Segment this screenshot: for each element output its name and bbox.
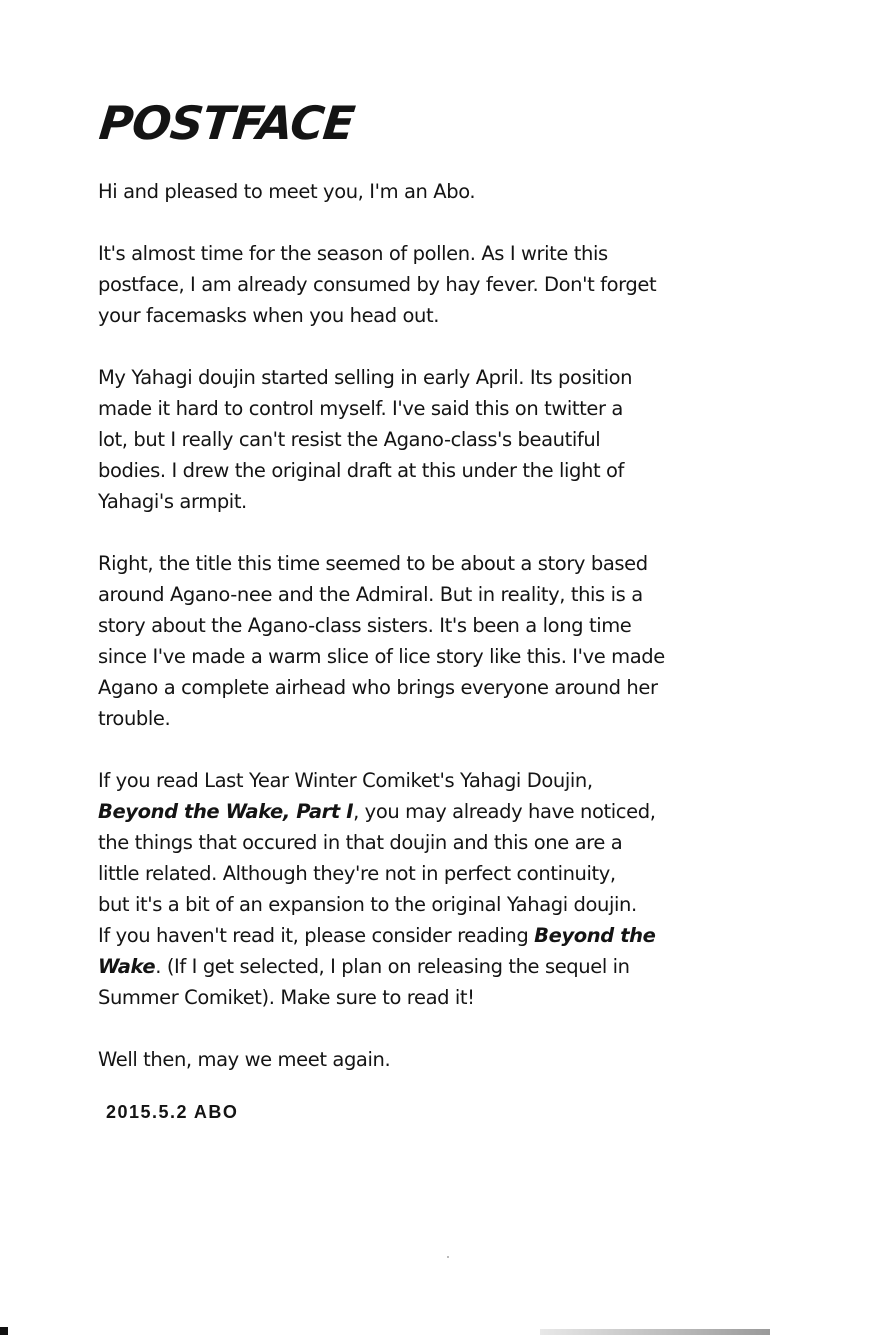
paragraph-yahagi: [98, 362, 708, 517]
text-line: Summer Comiket). Make sure to read it!: [98, 986, 475, 1009]
text-line: postface, I am already consumed by hay fever. Don't forget: [98, 273, 657, 296]
text-line: story about the Agano-class sisters. It's been a long time: [98, 614, 632, 637]
text-line: trouble.: [98, 707, 171, 730]
paragraph-pollen: [98, 238, 708, 331]
text-line: bodies. I drew the original draft at this under the light of: [98, 459, 625, 482]
text-line: If you read Last Year Winter Comiket's Yahagi Doujin,: [98, 769, 593, 792]
text-line: My Yahagi doujin started selling in early April. Its position: [98, 366, 633, 389]
page-title: POSTFACE: [96, 96, 357, 150]
text-line: Yahagi's armpit.: [98, 490, 247, 513]
book-title: Beyond the: [534, 924, 656, 947]
scan-speck: [447, 1256, 449, 1258]
book-title: Beyond the Wake, Part I: [98, 800, 354, 823]
text-line: Well then, may we meet again.: [98, 1048, 391, 1071]
paragraph-title-story: [98, 548, 708, 734]
text-line: [98, 920, 708, 951]
paragraph-farewell: [98, 1044, 708, 1075]
text-line: Right, the title this time seemed to be about a story based: [98, 552, 648, 575]
scan-mark: [540, 1329, 770, 1335]
text-line: made it hard to control myself. I've said this on twitter a: [98, 397, 623, 420]
text-line: around Agano-nee and the Admiral. But in reality, this is a: [98, 583, 643, 606]
text-line: Agano a complete airhead who brings everyone around her: [98, 676, 658, 699]
text-fragment: . (If I get selected, I plan on releasing the sequel in: [155, 955, 630, 978]
scan-mark: [0, 1327, 8, 1335]
postface-body: [98, 176, 708, 1106]
text-fragment: If you haven't read it, please consider reading: [98, 924, 535, 947]
text-line: lot, but I really can't resist the Agano-class's beautiful: [98, 428, 601, 451]
text-line: [98, 796, 708, 827]
paragraph-beyond-the-wake: [98, 765, 708, 1013]
text-fragment: , you may already have noticed,: [353, 800, 656, 823]
text-line: Hi and pleased to meet you, I'm an Abo.: [98, 180, 476, 203]
text-line: little related. Although they're not in perfect continuity,: [98, 862, 616, 885]
signature-date: 2015.5.2 ABO: [106, 1102, 239, 1122]
text-line: [98, 951, 708, 982]
text-line: the things that occured in that doujin and this one are a: [98, 831, 623, 854]
text-line: but it's a bit of an expansion to the original Yahagi doujin.: [98, 893, 637, 916]
text-line: your facemasks when you head out.: [98, 304, 440, 327]
paragraph-greeting: [98, 176, 708, 207]
text-line: It's almost time for the season of pollen. As I write this: [98, 242, 608, 265]
text-line: since I've made a warm slice of lice story like this. I've made: [98, 645, 665, 668]
book-title: Wake: [98, 955, 156, 978]
